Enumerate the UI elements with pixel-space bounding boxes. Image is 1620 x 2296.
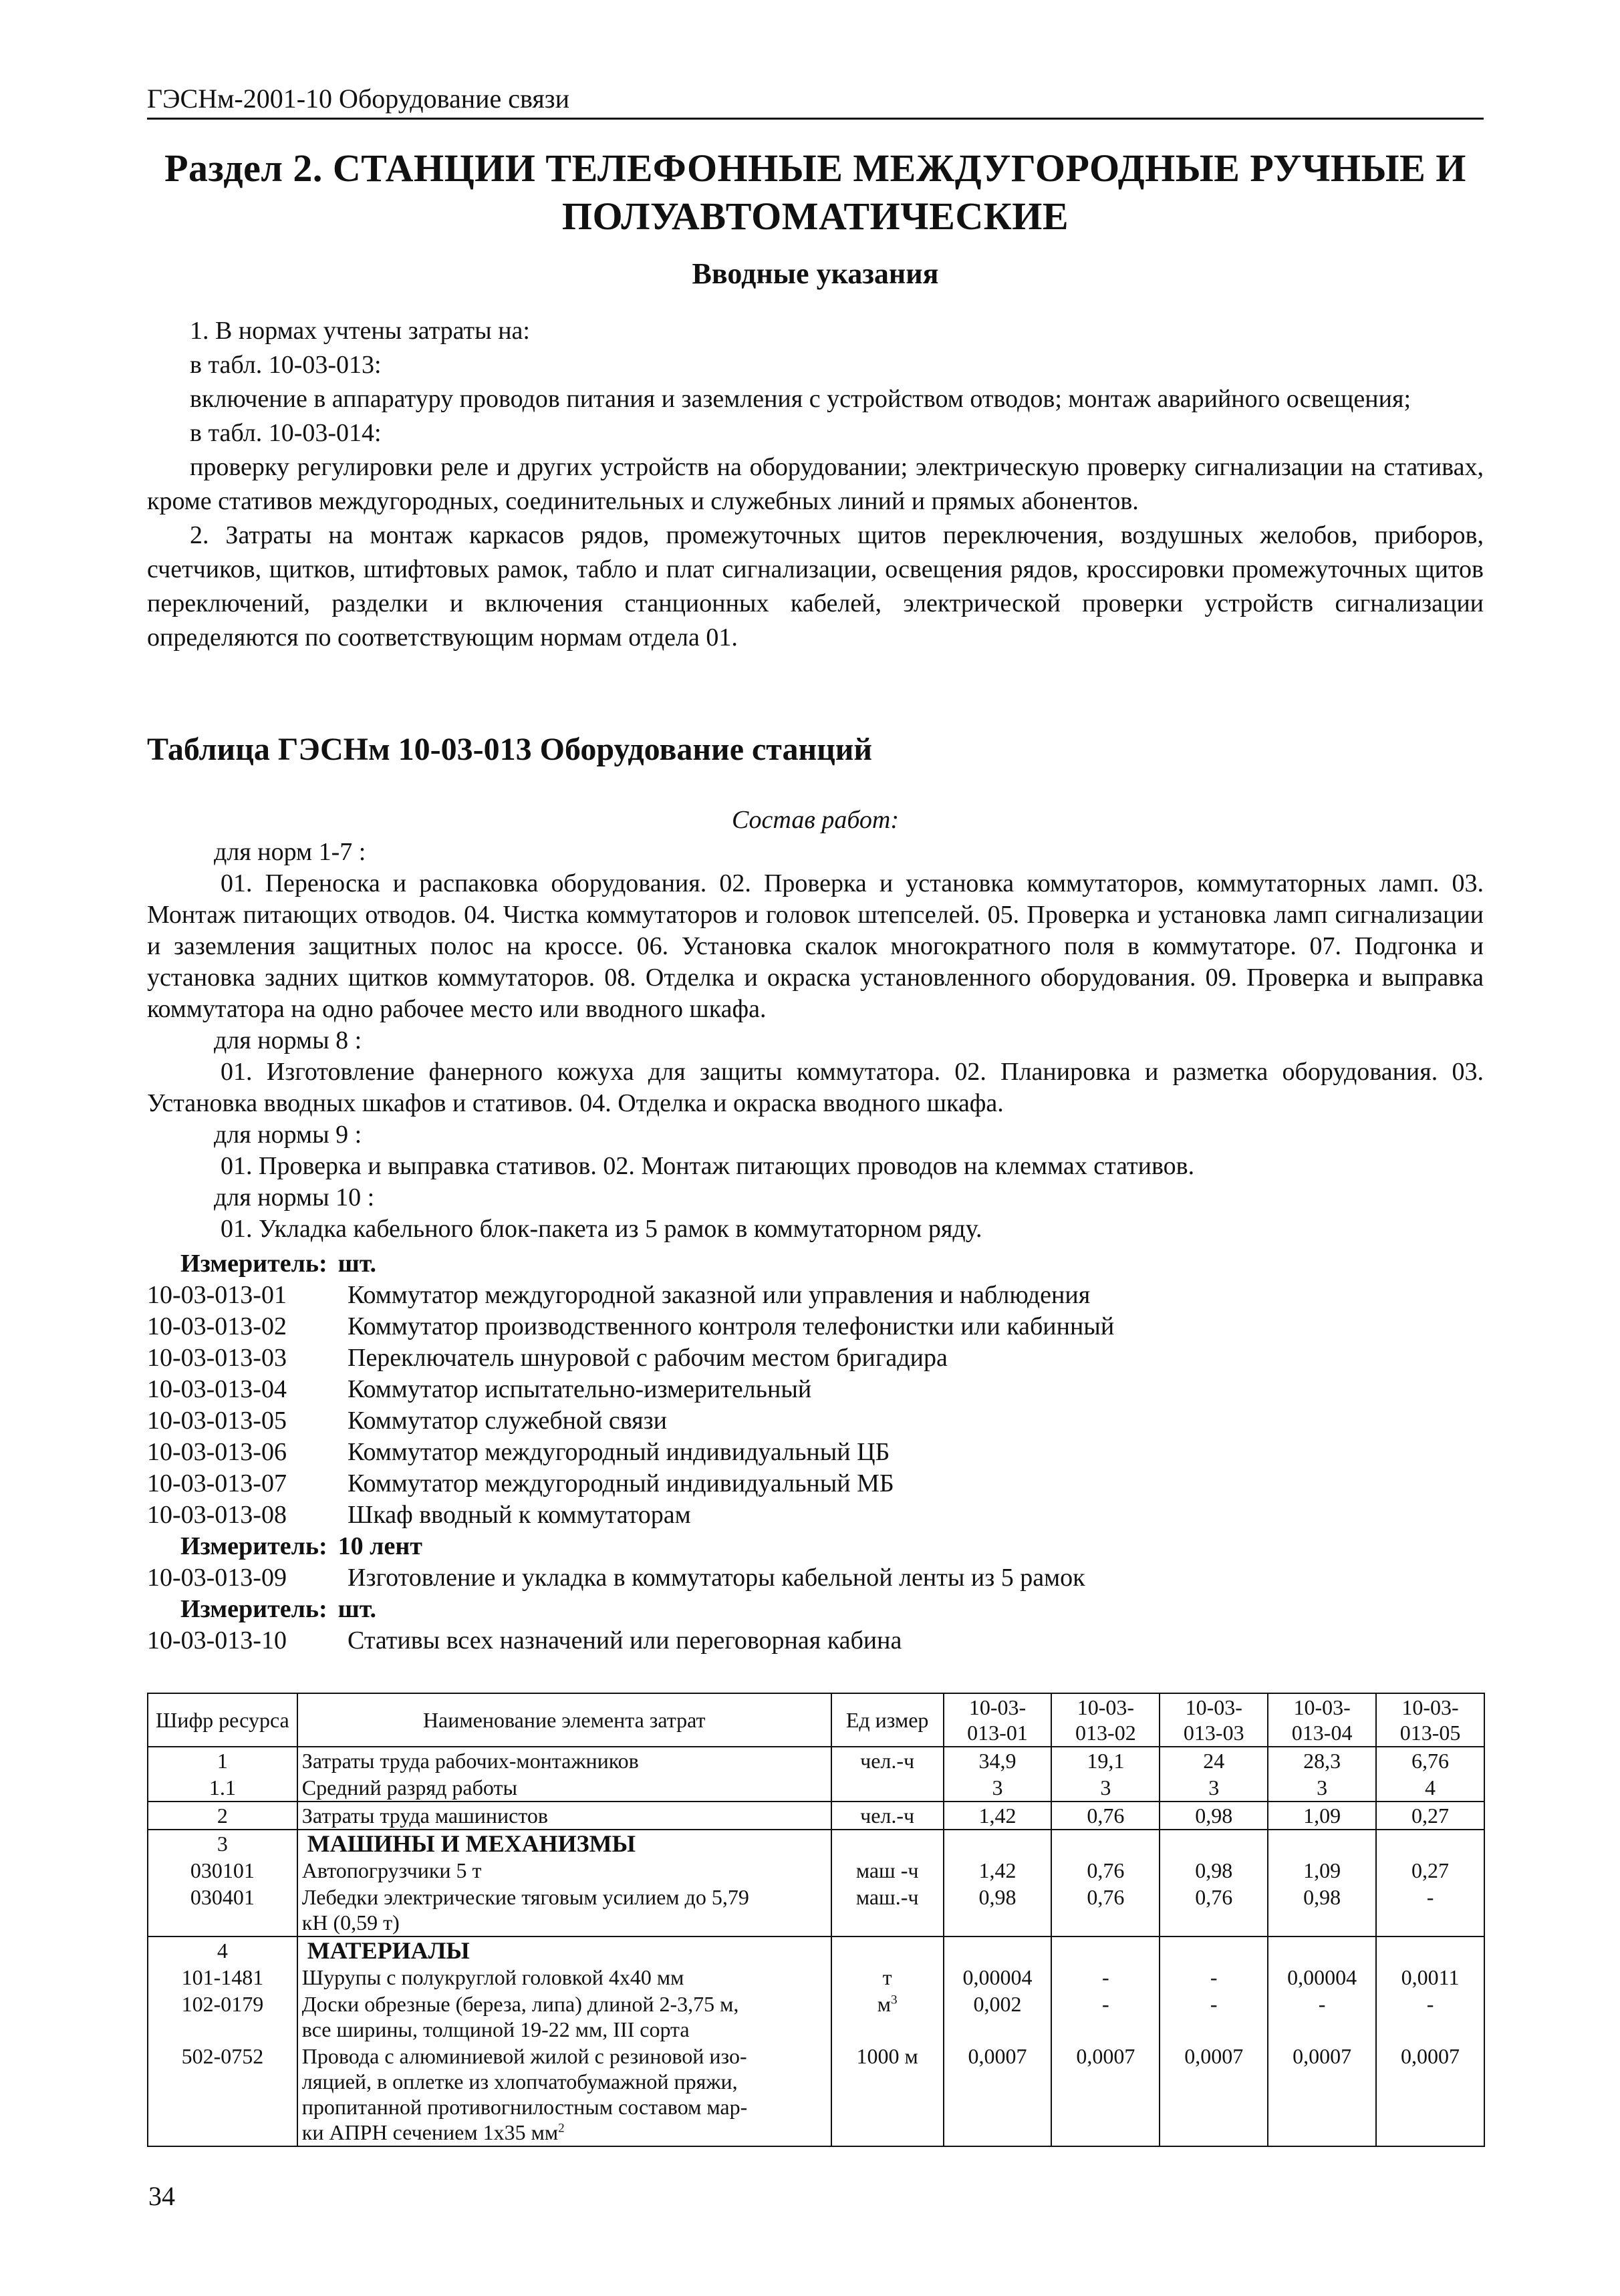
- cell-value: 0,27: [1376, 1857, 1484, 1884]
- cell-value: 34,9: [944, 1747, 1052, 1774]
- norm-item: [147, 1311, 1484, 1342]
- works-text: 01. Переноска и распаковка оборудования. 02. Проверка и установка коммутаторов, коммутаторных ламп. 03. Монтаж питающих отводов. 04. Чистка коммутаторов и головок штепселей. 05. Проверка и установка ламп сигнализации и заземления защитных полос на кроссе. 06. Установка скалок многократного поля в коммутаторе. 07. Подгонка и установка задних щитков коммутаторов. 08. Отделка и окраска установленного оборудования. 09. Проверка и выправка коммутатора на одно рабочее место или вводного шкафа.: [147, 869, 1484, 1023]
- cell-name-line: Провода с алюминиевой жилой с резиновой изо-: [301, 2044, 747, 2068]
- table-group-row: [148, 1936, 1484, 1964]
- header-norm-1: [944, 1693, 1052, 1747]
- cell-name-line: Лебедки электрические тяговым усилием до 5,79: [301, 1885, 749, 1909]
- table-row: [148, 1884, 1484, 1936]
- cell-value: 24: [1160, 1747, 1268, 1774]
- cell-unit: [831, 1991, 944, 2043]
- cell-name: [297, 1884, 831, 1936]
- cell-value: -: [1376, 1991, 1484, 2043]
- cell-code: 030101: [148, 1857, 297, 1884]
- cell-code: 030401: [148, 1884, 297, 1936]
- cell-value: [944, 1936, 1052, 1964]
- cell-value: -: [1051, 1964, 1160, 1991]
- cell-name: Затраты труда машинистов: [297, 1802, 831, 1830]
- cell-value: 3: [1051, 1774, 1160, 1802]
- table-title: Таблица ГЭСНм 10-03-013 Оборудование станций: [147, 732, 873, 767]
- table-row: [148, 1802, 1484, 1830]
- cell-value: -: [1160, 1991, 1268, 2043]
- meter-unit: шт.: [338, 1595, 377, 1623]
- norm-name: Коммутатор междугородный индивидуальный МБ: [348, 1469, 894, 1497]
- cell-value: -: [1051, 1991, 1160, 2043]
- cell-value: 3: [944, 1774, 1052, 1802]
- table-row: [148, 1774, 1484, 1802]
- cell-value: [1268, 1830, 1376, 1857]
- cell-value: 0,00004: [1268, 1964, 1376, 1991]
- table-row: [148, 1991, 1484, 2043]
- norm-name: Коммутатор междугородной заказной или управления и наблюдения: [348, 1281, 1091, 1309]
- cell-value: 1,42: [944, 1857, 1052, 1884]
- header-norm-line: 10-03-: [1401, 1695, 1459, 1719]
- cell-value: [944, 1830, 1052, 1857]
- works-text: 01. Укладка кабельного блок-пакета из 5 рамок в коммутаторном ряду.: [221, 1215, 982, 1243]
- norm-code: 10-03-013-06: [147, 1438, 287, 1466]
- meter-line: [147, 1248, 1484, 1280]
- cell-value: 0,76: [1160, 1884, 1268, 1936]
- norm-item: [147, 1280, 1484, 1311]
- header-norm-line: 013-02: [1075, 1721, 1136, 1745]
- cell-value: 0,0007: [1376, 2043, 1484, 2146]
- norm-code: 10-03-013-02: [147, 1312, 287, 1340]
- section-title-line-2: ПОЛУАВТОМАТИЧЕСКИЕ: [561, 194, 1069, 238]
- cell-code: 4: [148, 1936, 297, 1964]
- norm-item: [147, 1374, 1484, 1405]
- cell-name-line: ляцией, в оплетке из хлопчатобумажной пряжи,: [301, 2069, 738, 2094]
- norm-code: 10-03-013-09: [147, 1564, 287, 1592]
- norm-code: 10-03-013-03: [147, 1344, 287, 1372]
- cell-value: -: [1268, 1991, 1376, 2043]
- cell-unit: маш.-ч: [831, 1884, 944, 1936]
- cell-value: [1160, 1830, 1268, 1857]
- section-title-line-1: Раздел 2. СТАНЦИИ ТЕЛЕФОННЫЕ МЕЖДУГОРОДНЫЕ РУЧНЫЕ И: [164, 146, 1466, 190]
- cell-unit: чел.-ч: [831, 1802, 944, 1830]
- table-row: [148, 2043, 1484, 2146]
- norm-code: 10-03-013-05: [147, 1407, 287, 1435]
- cell-name: [297, 2043, 831, 2146]
- cell-value: 19,1: [1051, 1747, 1160, 1774]
- works-norm-label: для норм 1-7 :: [214, 838, 366, 866]
- intro-heading: Вводные указания: [692, 257, 939, 290]
- cell-unit: маш -ч: [831, 1857, 944, 1884]
- header-norm-line: 013-04: [1291, 1721, 1353, 1745]
- cell-value: 28,3: [1268, 1747, 1376, 1774]
- header-code: Шифр ресурса: [148, 1693, 297, 1747]
- header-norm-3: [1160, 1693, 1268, 1747]
- cell-unit: [831, 1830, 944, 1857]
- table-row: [148, 1857, 1484, 1884]
- page-number: 34: [148, 2181, 175, 2211]
- meter-unit: 10 лент: [338, 1532, 422, 1560]
- meter-unit: шт.: [338, 1250, 377, 1278]
- cell-value: 0,0011: [1376, 1964, 1484, 1991]
- cell-name-line: [302, 2120, 827, 2145]
- meter-line: [147, 1531, 1484, 1562]
- intro-body: [147, 314, 1484, 655]
- cell-value: 0,98: [1160, 1857, 1268, 1884]
- cell-value: 0,27: [1376, 1802, 1484, 1830]
- norm-name: Коммутатор служебной связи: [348, 1407, 667, 1435]
- norm-item: [147, 1405, 1484, 1437]
- header-norm-line: 10-03-: [1185, 1695, 1242, 1719]
- cell-value: 6,76: [1376, 1747, 1484, 1774]
- table-row: [148, 1964, 1484, 1991]
- cell-value: [1051, 1936, 1160, 1964]
- cell-value: [1268, 1936, 1376, 1964]
- cell-value: 0,0007: [1160, 2043, 1268, 2146]
- cell-name: Автопогрузчики 5 т: [297, 1857, 831, 1884]
- norm-code: 10-03-013-04: [147, 1375, 287, 1403]
- norm-code: 10-03-013-07: [147, 1469, 287, 1497]
- cell-value: 1,42: [944, 1802, 1052, 1830]
- norm-item: [147, 1437, 1484, 1468]
- cell-name-line: все ширины, толщиной 19-22 мм, III сорта: [301, 2017, 690, 2041]
- group-title: МАШИНЫ И МЕХАНИЗМЫ: [297, 1830, 831, 1857]
- cell-value: [1051, 1830, 1160, 1857]
- cell-value: 0,76: [1051, 1857, 1160, 1884]
- header-norm-line: 10-03-: [1077, 1695, 1135, 1719]
- works-heading: Состав работ:: [731, 806, 900, 834]
- cell-name-text: ки АПРН сечением 1х35 мм: [301, 2120, 559, 2144]
- cell-name: Затраты труда рабочих-монтажников: [297, 1747, 831, 1774]
- cell-code: 1: [148, 1747, 297, 1774]
- cell-value: 3: [1160, 1774, 1268, 1802]
- cell-name: Средний разряд работы: [297, 1774, 831, 1802]
- cell-name-line: кН (0,59 т): [301, 1910, 400, 1934]
- cell-value: -: [1160, 1964, 1268, 1991]
- norm-name: Коммутатор испытательно-измерительный: [348, 1375, 812, 1403]
- cell-value: 0,98: [944, 1884, 1052, 1936]
- cell-code: 1.1: [148, 1774, 297, 1802]
- cell-unit: 1000 м: [831, 2043, 944, 2146]
- cell-value: 0,002: [944, 1991, 1052, 2043]
- norm-name: Коммутатор междугородный индивидуальный ЦБ: [348, 1438, 890, 1466]
- cell-name: Шурупы с полукруглой головкой 4х40 мм: [297, 1964, 831, 1991]
- table-header-row: [148, 1693, 1484, 1747]
- header-norm-line: 10-03-: [968, 1695, 1027, 1719]
- intro-paragraph: включение в аппаратуру проводов питания и заземления с устройством отводов; монтаж аварийного освещения;: [190, 385, 1411, 413]
- cell-value: 0,76: [1051, 1884, 1160, 1936]
- cell-value: 3: [1268, 1774, 1376, 1802]
- norm-code: 10-03-013-08: [147, 1501, 287, 1529]
- cell-unit: чел.-ч: [831, 1747, 944, 1774]
- cell-value: 0,98: [1268, 1884, 1376, 1936]
- cell-value: 4: [1376, 1774, 1484, 1802]
- cell-code: 101-1481: [148, 1964, 297, 1991]
- header-norm-5: [1376, 1693, 1484, 1747]
- norm-code: 10-03-013-01: [147, 1281, 287, 1309]
- cell-code: 502-0752: [148, 2043, 297, 2146]
- cell-unit: т: [831, 1964, 944, 1991]
- cell-value: [1376, 1830, 1484, 1857]
- cell-value: 0,00004: [944, 1964, 1052, 1991]
- works-body: [147, 837, 1484, 1245]
- cell-value: [1376, 1936, 1484, 1964]
- norm-code: 10-03-013-10: [147, 1626, 287, 1655]
- name-superscript: 2: [558, 2121, 565, 2136]
- cell-name-line: Доски обрезные (береза, липа) длиной 2-3,75 м,: [301, 1992, 739, 2016]
- cell-code: 3: [148, 1830, 297, 1857]
- group-title: МАТЕРИАЛЫ: [297, 1936, 831, 1964]
- cell-unit: [831, 1936, 944, 1964]
- header-norm-line: 013-05: [1399, 1721, 1461, 1745]
- norm-item: [147, 1562, 1484, 1594]
- header-norm-line: 10-03-: [1293, 1695, 1351, 1719]
- works-text: 01. Изготовление фанерного кожуха для защиты коммутатора. 02. Планировка и разметка оборудования. 03. Установка вводных шкафов и стативов. 04. Отделка и окраска вводного шкафа.: [147, 1058, 1484, 1117]
- norms-list: [147, 1248, 1484, 1657]
- cell-code: 102-0179: [148, 1991, 297, 2043]
- norm-name: Изготовление и укладка в коммутаторы кабельной ленты из 5 рамок: [348, 1564, 1085, 1592]
- cell-unit: [831, 1774, 944, 1802]
- cell-name-line: пропитанной противогнилостным составом мар-: [301, 2095, 748, 2119]
- cell-value: [1160, 1936, 1268, 1964]
- norm-item: [147, 1342, 1484, 1374]
- intro-paragraph: 2. Затраты на монтаж каркасов рядов, промежуточных щитов переключения, воздушных желобов, приборов, счетчиков, щитков, штифтовых рамок, табло и плат сигнализации, освещения рядов, кроссировки промежуточных щитов переключений, разделки и включения станционных кабелей, электрической проверки устройств сигнализации определяются по соответствующим нормам отдела 01.: [147, 521, 1484, 652]
- cell-value: -: [1376, 1884, 1484, 1936]
- cell-value: 0,0007: [1051, 2043, 1160, 2146]
- resource-table: [147, 1693, 1485, 2147]
- intro-paragraph: в табл. 10-03-013:: [190, 351, 382, 379]
- cell-name: [297, 1991, 831, 2043]
- running-header: ГЭСНм-2001-10 Оборудование связи: [147, 80, 1484, 120]
- norm-name: Переключатель шнуровой с рабочим местом бригадира: [348, 1344, 948, 1372]
- cell-value: 0,98: [1160, 1802, 1268, 1830]
- cell-value: 0,0007: [944, 2043, 1052, 2146]
- intro-paragraph: 1. В нормах учтены затраты на:: [190, 317, 530, 345]
- norm-item: [147, 1499, 1484, 1531]
- table-row: [148, 1747, 1484, 1774]
- header-norm-line: 013-01: [967, 1721, 1028, 1745]
- cell-value: 0,76: [1051, 1802, 1160, 1830]
- cell-code: 2: [148, 1802, 297, 1830]
- norm-name: Коммутатор производственного контроля телефонистки или кабинный: [348, 1312, 1115, 1340]
- header-norm-line: 013-03: [1183, 1721, 1244, 1745]
- norm-name: Шкаф вводный к коммутаторам: [348, 1501, 691, 1529]
- cell-value: 0,0007: [1268, 2043, 1376, 2146]
- header-norm-4: [1268, 1693, 1376, 1747]
- norm-item: [147, 1625, 1484, 1657]
- works-norm-label: для нормы 10 :: [214, 1183, 375, 1211]
- norm-item: [147, 1468, 1484, 1499]
- intro-paragraph: в табл. 10-03-014:: [190, 419, 382, 447]
- header-name: Наименование элемента затрат: [297, 1693, 831, 1747]
- cell-value: 1,09: [1268, 1802, 1376, 1830]
- meter-label: Измеритель:: [180, 1250, 327, 1278]
- works-norm-label: для нормы 8 :: [214, 1026, 362, 1054]
- meter-label: Измеритель:: [180, 1532, 327, 1560]
- works-text: 01. Проверка и выправка стативов. 02. Монтаж питающих проводов на клеммах стативов.: [221, 1152, 1195, 1180]
- header-norm-2: [1051, 1693, 1160, 1747]
- cell-value: 1,09: [1268, 1857, 1376, 1884]
- works-norm-label: для нормы 9 :: [214, 1121, 362, 1149]
- unit-text: м: [877, 1992, 891, 2016]
- meter-label: Измеритель:: [180, 1595, 327, 1623]
- section-title: [147, 144, 1484, 241]
- intro-paragraph: проверку регулировки реле и других устройств на оборудовании; электрическую проверку сигнализации на стативах, кроме стативов междугородных, соединительных и служебных линий и прямых абонентов.: [147, 453, 1484, 515]
- table-group-row: [148, 1830, 1484, 1857]
- norm-name: Стативы всех назначений или переговорная кабина: [348, 1626, 902, 1655]
- unit-superscript: 3: [890, 1993, 898, 2007]
- header-unit: Ед измер: [831, 1693, 944, 1747]
- meter-line: [147, 1594, 1484, 1625]
